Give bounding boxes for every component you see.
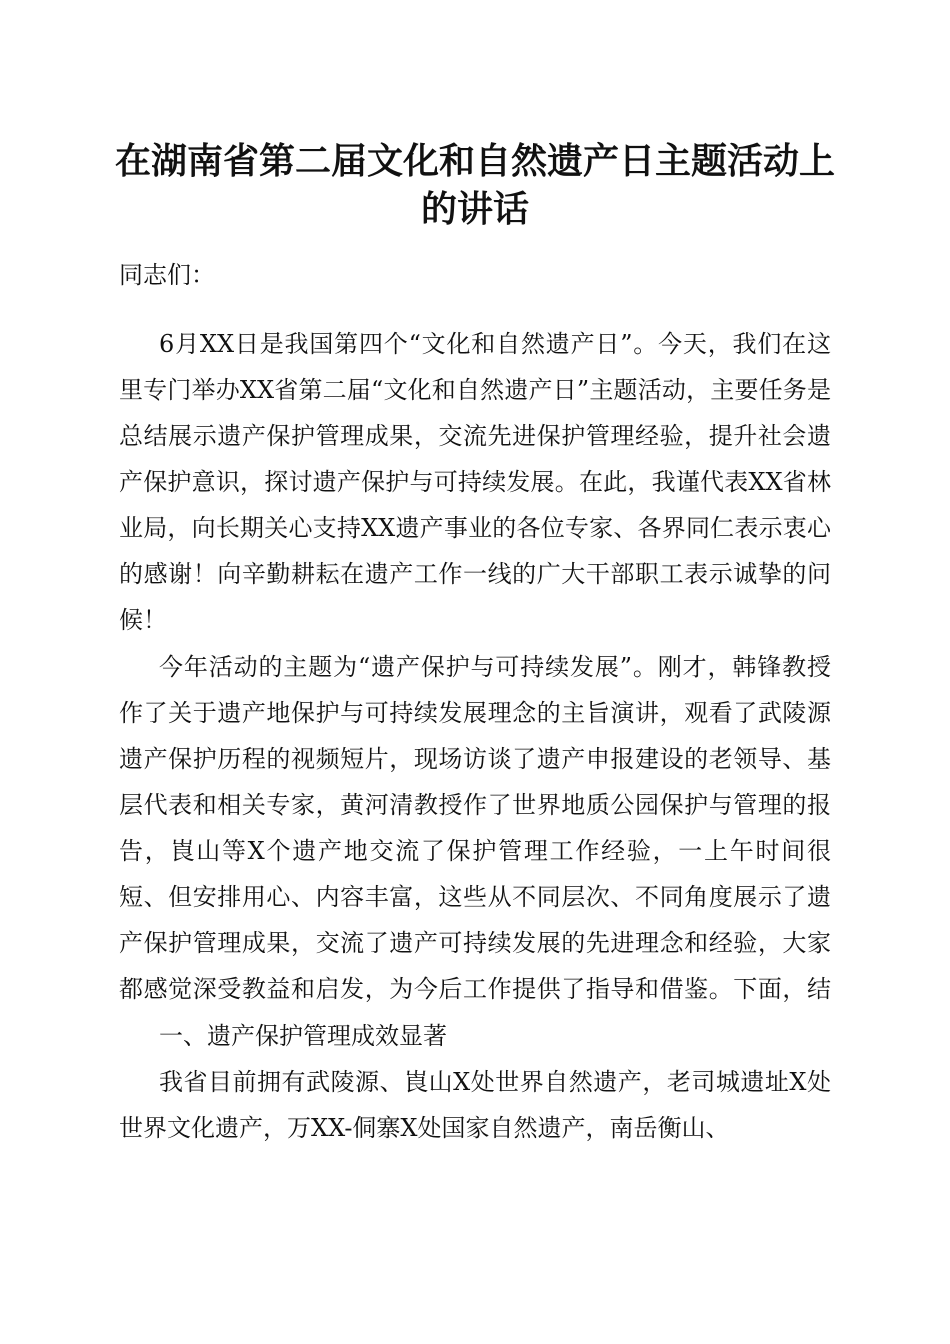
document-title-line-2: 的讲话 [420, 188, 529, 230]
salutation: 同志们： [119, 261, 215, 289]
document-title-line-1: 在湖南省第二届文化和自然遗产日主题活动上 [114, 140, 835, 182]
section-heading-1: 一、遗产保护管理成效显著 [159, 1022, 447, 1050]
paragraph-1: 6月XX日是我国第四个“文化和自然遗产日”。今天，我们在这里专门举办XX省第二届“文化和自然遗产日”主题活动，主要任务是总结展示遗产保护管理成果，交流先进保护管理经验，提升社会遗产保护意识，探讨遗产保护与可持续发展。在此，我谨代表XX省林业局，向长期关心支持XX遗产事业的各位专家、各界同仁表示衷心的感谢！向辛勤耕耘在遗产工作一线的广大干部职工表示诚挚的问候！ [119, 330, 831, 634]
paragraph-2: 今年活动的主题为“遗产保护与可持续发展”。刚才，韩锋教授作了关于遗产地保护与可持续发展理念的主旨演讲，观看了武陵源遗产保护历程的视频短片，现场访谈了遗产申报建设的老领导、基层代表和相关专家，黄河清教授作了世界地质公园保护与管理的报告，崀山等X个遗产地交流了保护管理工作经验，一上午时间很短、但安排用心、内容丰富，这些从不同层次、不同角度展示了遗产保护管理成果，交流了遗产可持续发展的先进理念和经验，大家都感觉深受教益和启发，为今后工作提供了指导和借鉴。下面，结 [119, 653, 831, 1003]
paragraph-3: 我省目前拥有武陵源、崀山X处世界自然遗产，老司城遗址X处世界文化遗产，万XX-侗寨X处国家自然遗产，南岳衡山、 [119, 1068, 831, 1142]
